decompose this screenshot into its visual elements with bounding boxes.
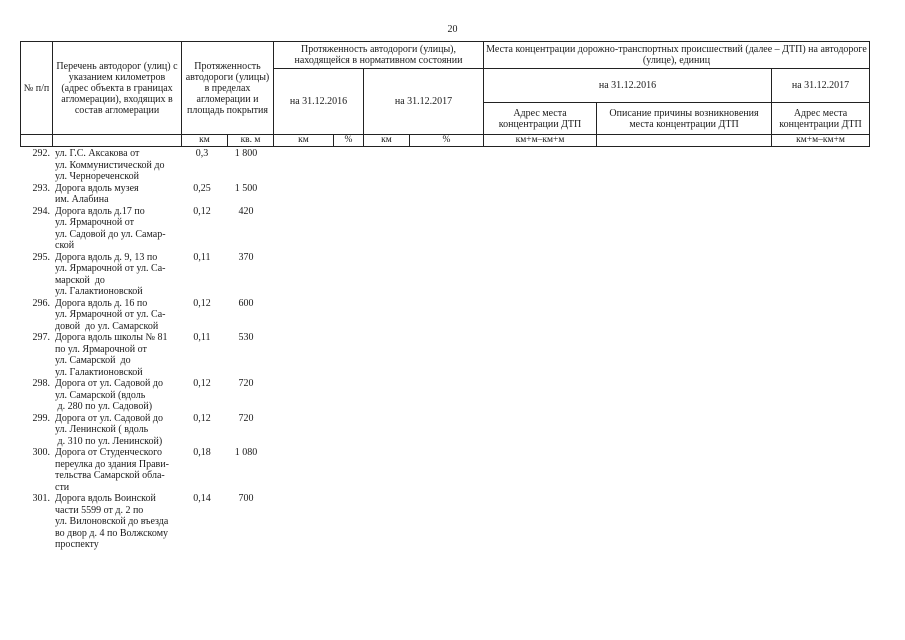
- road-name-line: по ул. Ярмарочной от: [55, 343, 147, 355]
- area-sqm: 370: [238, 251, 254, 263]
- table-row: [20, 206, 269, 252]
- road-name-line: ул. Ярмарочной от ул. Са-: [55, 263, 166, 274]
- header-number: № п/п: [21, 42, 53, 135]
- road-name: [53, 298, 181, 333]
- length-km: 0,12: [193, 412, 211, 424]
- header-dtp-2017: на 31.12.2017: [772, 69, 870, 103]
- length-km: 0,11: [193, 251, 211, 263]
- road-name-line: ул. Самарской до: [55, 355, 131, 366]
- road-name: [53, 206, 181, 252]
- header-normative-2016: на 31.12.2016: [274, 69, 364, 135]
- row-number: 299.: [32, 412, 50, 424]
- header-dtp-address-2016: Адрес места концентрации ДТП: [484, 103, 597, 135]
- road-name-line: Дорога от ул. Садовой до: [55, 378, 163, 389]
- length-km: 0,18: [193, 447, 211, 458]
- table-row: [20, 493, 269, 551]
- table-row: [20, 148, 269, 183]
- road-name-line: Дорога вдоль д.17 по: [55, 205, 145, 217]
- road-name: [53, 252, 181, 298]
- road-name-line: ул. Ленинской ( вдоль: [55, 424, 149, 435]
- table-row: [20, 413, 269, 448]
- area-sqm: 530: [238, 332, 254, 343]
- road-name-line: ул. Ярмарочной от ул. Са-: [55, 309, 166, 320]
- road-name: [53, 493, 181, 551]
- unit-km: км: [274, 135, 334, 147]
- road-name-line: ул. Садовой до ул. Самар-: [55, 228, 166, 240]
- row-number: 300.: [32, 447, 50, 458]
- row-number: 293.: [32, 182, 50, 194]
- table-row: [20, 332, 269, 378]
- area-sqm: 700: [238, 493, 254, 504]
- road-name-line: тельства Самарской обла-: [55, 470, 165, 481]
- length-km: 0,12: [193, 297, 211, 309]
- row-number: 301.: [32, 493, 50, 504]
- header-dtp-2016: на 31.12.2016: [484, 69, 772, 103]
- page-number: 20: [447, 24, 458, 35]
- area-sqm: 1 080: [234, 447, 258, 458]
- table-row: [20, 378, 269, 413]
- road-name-line: ул. Галактионовской: [55, 286, 143, 297]
- row-number: 297.: [32, 332, 50, 343]
- road-name: [53, 378, 181, 413]
- unit-sqm: кв. м: [228, 135, 274, 147]
- road-name-line: ул. Вилоновской до въезда: [55, 516, 169, 527]
- road-name-line: д. 310 по ул. Ленинской): [55, 435, 163, 447]
- road-name-line: довой до ул. Самарской: [55, 320, 159, 332]
- unit-km-range: км+м–км+м: [772, 135, 870, 147]
- road-name-line: марской до: [55, 274, 105, 286]
- road-name-line: ской: [55, 240, 75, 251]
- unit-km: км: [182, 135, 228, 147]
- road-name-line: переулка до здания Прави-: [55, 458, 169, 470]
- road-name-line: ул. Г.С. Аксакова от: [55, 148, 140, 159]
- area-sqm: 1 500: [234, 182, 258, 194]
- header-normative-2017: на 31.12.2017: [364, 69, 484, 135]
- length-km: 0,14: [193, 493, 211, 504]
- road-name-line: Дорога вдоль школы № 81: [55, 332, 168, 343]
- unit-percent: %: [410, 135, 484, 147]
- length-km: 0,12: [193, 378, 211, 389]
- header-dtp-places: Места концентрации дорожно-транспортных происшествий (далее – ДТП) на автодороге (улице), единиц: [484, 42, 870, 69]
- road-name-line: во двор д. 4 по Волжскому: [55, 527, 169, 539]
- row-number: 294.: [32, 205, 50, 217]
- road-name: [53, 183, 181, 206]
- road-name-line: Дорога вдоль д. 16 по: [55, 297, 148, 309]
- road-name-line: Дорога от Студенческого: [55, 447, 162, 458]
- table-body: [20, 148, 269, 551]
- road-name: [53, 413, 181, 448]
- length-km: 0,25: [193, 182, 211, 194]
- road-name-line: Дорога от ул. Садовой до: [55, 412, 163, 424]
- road-name-line: части 5599 от д. 2 по: [55, 504, 144, 516]
- row-number: 292.: [32, 148, 50, 159]
- header-normative-length: Протяженность автодороги (улицы), находящейся в нормативном состоянии: [274, 42, 484, 69]
- road-name-line: Дорога вдоль музея: [55, 182, 139, 194]
- row-number: 298.: [32, 378, 50, 389]
- row-number: 295.: [32, 251, 50, 263]
- length-km: 0,11: [193, 332, 211, 343]
- header-dtp-address-2017: Адрес места концентрации ДТП: [772, 103, 870, 135]
- road-name-line: им. Алабина: [55, 194, 109, 205]
- road-name-line: ул. Ярмарочной от: [55, 217, 134, 228]
- table-row: [20, 447, 269, 493]
- road-name: [53, 148, 181, 183]
- unit-blank: [53, 135, 182, 147]
- area-sqm: 720: [238, 412, 254, 424]
- road-name-line: сти: [55, 481, 70, 493]
- area-sqm: 420: [238, 205, 254, 217]
- length-km: 0,12: [193, 205, 211, 217]
- area-sqm: 600: [238, 297, 254, 309]
- table-row: [20, 298, 269, 333]
- header-dtp-reason-2016: Описание причины возникновения места концентрации ДТП: [597, 103, 772, 135]
- road-name: [53, 332, 181, 378]
- road-name-line: д. 280 по ул. Садовой): [55, 401, 153, 412]
- unit-blank: [597, 135, 772, 147]
- row-number: 296.: [32, 297, 50, 309]
- road-name-line: проспекту: [55, 539, 99, 550]
- unit-percent: %: [334, 135, 364, 147]
- road-name-line: Дорога вдоль Воинской: [55, 493, 156, 504]
- header-road-list: Перечень автодорог (улиц) с указанием километров (адрес объекта в границах агломерации), входящих в состав агломерации: [53, 42, 182, 135]
- header-length-area: Протяженность автодороги (улицы) в пределах агломерации и площадь покрытия: [182, 42, 274, 135]
- length-km: 0,3: [195, 148, 209, 159]
- unit-km: км: [364, 135, 410, 147]
- road-name-line: ул. Самарской (вдоль: [55, 389, 146, 401]
- unit-blank: [21, 135, 53, 147]
- area-sqm: 720: [238, 378, 254, 389]
- road-name-line: Дорога вдоль д. 9, 13 по: [55, 251, 158, 263]
- road-name: [53, 447, 181, 493]
- area-sqm: 1 800: [234, 148, 258, 159]
- table-header: [20, 41, 870, 147]
- road-name-line: ул. Коммунистической до: [55, 159, 165, 171]
- road-name-line: ул. Чернореченской: [55, 171, 139, 182]
- table-row: [20, 252, 269, 298]
- table-row: [20, 183, 269, 206]
- unit-km-range: км+м–км+м: [484, 135, 597, 147]
- road-name-line: ул. Галактионовской: [55, 366, 143, 378]
